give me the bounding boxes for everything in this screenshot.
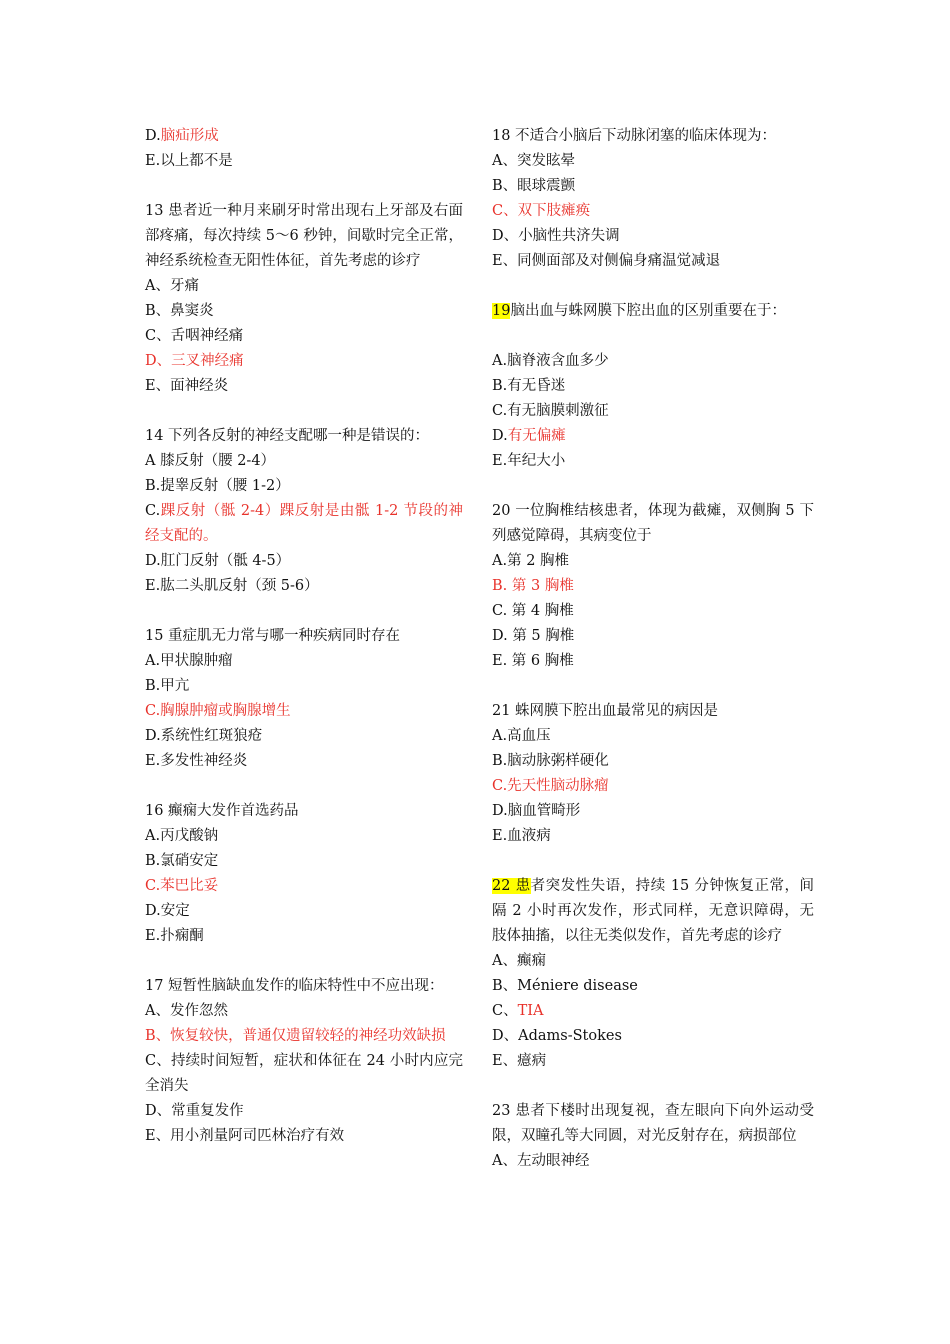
highlighted-number: 22 患 xyxy=(492,878,531,894)
option-b: B.有无昏迷 xyxy=(492,378,566,394)
option-c: C、舌咽神经痛 xyxy=(145,328,244,344)
option-b: B、Méniere disease xyxy=(492,978,638,994)
correct-answer: B. 第 3 胸椎 xyxy=(492,578,574,594)
correct-answer: C.胸腺肿瘤或胸腺增生 xyxy=(145,703,291,719)
question-stem: 15 重症肌无力常与哪一种疾病同时存在 xyxy=(145,628,401,644)
correct-answer: C.先天性脑动脉瘤 xyxy=(492,778,609,794)
correct-answer: 踝反射（骶 2-4）踝反射是由骶 1-2 节段的神经支配的。 xyxy=(145,503,463,544)
option-a: A 膝反射（腰 2-4） xyxy=(145,453,276,469)
question-18 xyxy=(492,124,814,274)
question-12-tail xyxy=(145,124,463,174)
option-e: E. 第 6 胸椎 xyxy=(492,653,574,669)
option-d: D、三叉神经痛 xyxy=(145,353,244,369)
option-d: D.肛门反射（骶 4-5） xyxy=(145,553,291,569)
option-a: A.甲状腺肿瘤 xyxy=(145,653,233,669)
option-e: E.血液病 xyxy=(492,828,551,844)
question-stem: 13 患者近一种月来刷牙时常出现右上牙部及右面部疼痛，每次持续 5～6 秒钟，间歇时完全正常，神经系统检查无阳性体征，首先考虑的诊疗 xyxy=(145,203,463,269)
option-a: A.第 2 胸椎 xyxy=(492,553,570,569)
question-stem: 23 患者下楼时出现复视，查左眼向下向外运动受限，双瞳孔等大同圆，对光反射存在，病损部位 xyxy=(492,1103,814,1144)
question-15 xyxy=(145,624,463,774)
highlighted-number: 19 xyxy=(492,303,511,319)
option-b: B.氯硝安定 xyxy=(145,853,219,869)
option-d: D、小脑性共济失调 xyxy=(492,228,620,244)
option-a: A、左动眼神经 xyxy=(492,1153,590,1169)
option-d: D. 第 5 胸椎 xyxy=(492,628,575,644)
option-e: E.扑痫酮 xyxy=(145,928,204,944)
option-b: B、鼻窦炎 xyxy=(145,303,214,319)
correct-answer: 脑疝形成 xyxy=(160,128,219,144)
left-column xyxy=(145,124,463,1149)
option-e: E、癔病 xyxy=(492,1053,547,1069)
question-23 xyxy=(492,1099,814,1174)
option-e: E、用小剂量阿司匹林治疗有效 xyxy=(145,1128,345,1144)
option-c: C、TIA xyxy=(492,1003,544,1019)
correct-answer: B、恢复较快，普通仅遗留较轻的神经功效缺损 xyxy=(145,1028,446,1044)
correct-answer: C.苯巴比妥 xyxy=(145,878,219,894)
option-d: D.脑疝形成 xyxy=(145,128,219,144)
option-c: C.踝反射（骶 2-4）踝反射是由骶 1-2 节段的神经支配的。 xyxy=(145,503,463,544)
option-a: A、癫痫 xyxy=(492,953,546,969)
option-e: E.年纪大小 xyxy=(492,453,566,469)
question-stem: 22 患者突发性失语，持续 15 分钟恢复正常，间隔 2 小时再次发作，形式同样，无意识障碍，无肢体抽搐，以往无类似发作，首先考虑的诊疗 xyxy=(492,878,815,944)
option-a: A、突发眩晕 xyxy=(492,153,575,169)
option-d: D、Adams-Stokes xyxy=(492,1028,622,1044)
correct-answer: C、双下肢瘫痪 xyxy=(492,203,591,219)
option-b: B.提睾反射（腰 1-2） xyxy=(145,478,290,494)
option-a: A、牙痛 xyxy=(145,278,199,294)
option-e: E.以上都不是 xyxy=(145,153,233,169)
correct-answer: TIA xyxy=(517,1003,544,1019)
question-stem: 16 癫痫大发作首选药品 xyxy=(145,803,299,819)
option-c: C、持续时间短暂，症状和体征在 24 小时内应完全消失 xyxy=(145,1053,463,1094)
question-stem: 20 一位胸椎结核患者，体现为截瘫，双侧胸 5 下列感觉障碍，其病变位于 xyxy=(492,503,814,544)
right-column xyxy=(492,124,814,1174)
question-16 xyxy=(145,799,463,949)
option-e: E.肱二头肌反射（颈 5-6） xyxy=(145,578,319,594)
option-a: A.高血压 xyxy=(492,728,551,744)
correct-answer: 三叉神经痛 xyxy=(171,353,244,369)
question-21 xyxy=(492,699,814,849)
question-stem: 17 短暂性脑缺血发作的临床特性中不应出现： xyxy=(145,978,444,994)
option-b: B.脑动脉粥样硬化 xyxy=(492,753,609,769)
option-a: A.丙戊酸钠 xyxy=(145,828,219,844)
option-a: A.脑脊液含血多少 xyxy=(492,353,609,369)
option-d: D、常重复发作 xyxy=(145,1103,244,1119)
option-d: D.安定 xyxy=(145,903,190,919)
question-19 xyxy=(492,299,814,474)
option-d: D.系统性红斑狼疮 xyxy=(145,728,263,744)
option-e: E、同侧面部及对侧偏身痛温觉减退 xyxy=(492,253,721,269)
question-20 xyxy=(492,499,814,674)
question-stem: 18 不适合小脑后下动脉闭塞的临床体现为： xyxy=(492,128,777,144)
option-a: A、发作忽然 xyxy=(145,1003,228,1019)
question-13 xyxy=(145,199,463,399)
option-c: C.有无脑膜刺激征 xyxy=(492,403,609,419)
option-d: D.脑血管畸形 xyxy=(492,803,581,819)
option-b: B、眼球震颤 xyxy=(492,178,576,194)
question-stem: 19脑出血与蛛网膜下腔出血的区别重要在于： xyxy=(492,303,786,319)
option-e: E.多发性神经炎 xyxy=(145,753,248,769)
option-c: C. 第 4 胸椎 xyxy=(492,603,574,619)
question-stem: 21 蛛网膜下腔出血最常见的病因是 xyxy=(492,703,719,719)
question-17 xyxy=(145,974,463,1149)
question-stem: 14 下列各反射的神经支配哪一种是错误的： xyxy=(145,428,430,444)
correct-answer: 有无偏瘫 xyxy=(507,428,566,444)
option-d: D.有无偏瘫 xyxy=(492,428,566,444)
question-22 xyxy=(492,874,814,1074)
option-e: E、面神经炎 xyxy=(145,378,229,394)
option-b: B.甲亢 xyxy=(145,678,190,694)
question-14 xyxy=(145,424,463,599)
